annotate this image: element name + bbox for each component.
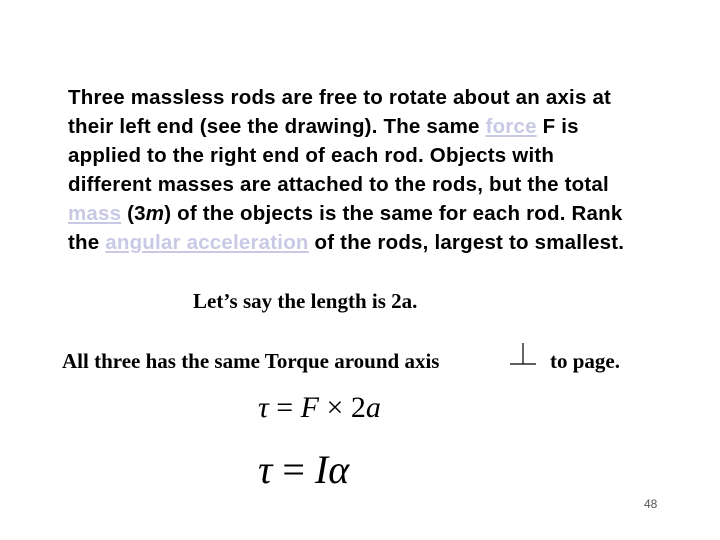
- force-symbol: F: [300, 391, 319, 424]
- torque-note: All three has the same Torque around axis: [62, 349, 440, 373]
- force-link[interactable]: force: [485, 115, 537, 138]
- mass-link[interactable]: mass: [68, 202, 122, 225]
- alpha-symbol: α: [328, 447, 350, 492]
- perpendicular-icon: [509, 341, 537, 367]
- problem-line-1: Three massless rods are free to rotate about an axis at: [68, 86, 612, 109]
- problem-line-2: [68, 112, 668, 141]
- problem-text: (3: [121, 202, 146, 225]
- times-sign: ×: [319, 391, 351, 424]
- problem-text: the: [68, 231, 106, 254]
- equals-sign: =: [272, 447, 315, 492]
- problem-text: ) of the objects is the same for each rod. Rank: [164, 202, 623, 225]
- torque-equation-inertia: [258, 446, 349, 493]
- tau-symbol: τ: [258, 447, 273, 492]
- problem-text: of the rods, largest to smallest.: [308, 231, 625, 254]
- mass-variable: m: [145, 202, 165, 225]
- coefficient-two: 2: [350, 391, 366, 424]
- length-note: Let’s say the length is 2a.: [193, 289, 418, 313]
- problem-line-4: different masses are attached to the rods, but the total: [68, 173, 609, 196]
- problem-text: their left end (see the drawing). The same: [68, 115, 486, 138]
- angular-acceleration-link[interactable]: angular acceleration: [105, 231, 309, 254]
- inertia-symbol: I: [314, 447, 329, 492]
- problem-statement: [68, 83, 668, 257]
- page-number: 48: [644, 497, 658, 511]
- problem-text: F is: [536, 115, 579, 138]
- to-page-note: to page.: [550, 349, 620, 373]
- problem-line-6: [68, 228, 668, 257]
- length-symbol: a: [365, 391, 381, 424]
- problem-line-5: [68, 199, 668, 228]
- torque-equation-force: [258, 391, 381, 425]
- equals-sign: =: [268, 391, 301, 424]
- tau-symbol: τ: [258, 391, 269, 424]
- problem-line-3: applied to the right end of each rod. Objects with: [68, 144, 555, 167]
